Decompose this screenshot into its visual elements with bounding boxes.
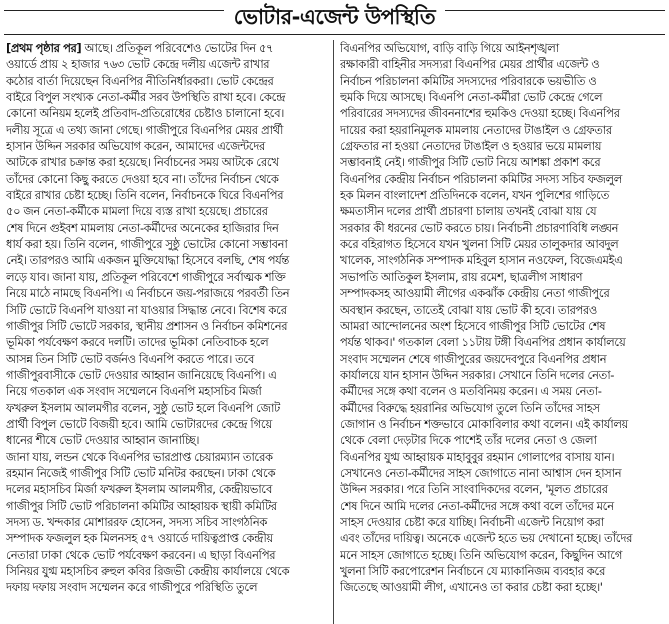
article-text: কর্মীদের সঙ্গে কথা বলেন ও মতবিনিময় করেন। এ সময় নেতা- [340,384,602,399]
article-text: সংবাদ সম্মেলন শেষে গাজীপুরের জয়দেবপুরে বিএনপির প্রধান [340,351,607,366]
article-text: হাসান উদ্দিন সরকার অভিযোগ করেন, আমাদের এজেন্টদের [6,139,265,154]
article-text-line [6,203,328,219]
article-text-line [6,220,328,236]
article-text-line [340,203,663,219]
article-text: উদ্দিন সরকার। পরে তিনি সাংবাদিকদের বলেন, 'মূলত প্রচারের [340,482,608,497]
article-text-line [6,367,328,383]
article-text-line [6,171,328,187]
article-text-line [6,579,328,595]
article-text: মনে সাহস জোগাতে হচ্ছে। তিনি অভিযোগ করেন, কিছুদিন আগে [340,547,623,562]
article-text-line [340,367,663,383]
article-text-line [6,105,328,121]
article-text: কঠোর বার্তা দিয়েছেন বিএনপির নীতিনির্ধারকরা। ভোট কেন্দ্রের [6,73,274,88]
article-text-line [340,351,663,367]
article-text-line [340,187,663,203]
article-text-line [6,285,328,301]
article-text-line [6,465,328,481]
article-text-line [6,514,328,530]
article-text: তাঁদের কোনো কিছু করতে দেওয়া হবে না। তাঁদের নির্বাচন থেকে [6,171,279,186]
article-text: সিনিয়র যুগ্ম মহাসচিব রুহুল কবির রিজভী কেন্দ্রীয় কার্যালয়ে থেকে [6,564,290,578]
article-text-line [340,383,663,399]
article-text: নেই। তারপরও আমি একজন মুক্তিযোদ্ধা হিসেবে বলছি, শেষ পর্যন্ত [6,253,289,268]
article-text: জানা যায়, লন্ডন থেকে বিএনপির ভারপ্রাপ্ত চেয়ারম্যান তারেক [6,449,273,464]
article-text: পর্যন্ত থাকব।' গতকাল বেলা ১১টায় টঙ্গী বিএনপির প্রধান কার্যালয়ে [340,335,626,350]
article-text-line [6,318,328,334]
article-text: জোগান ও নির্বাচন শক্তভাবে মোকাবিলার কথা বলেন। এই কার্যালয় [340,416,628,431]
article-text: সম্পাদক ফজলুল হক মিলনসহ ৫৭ ওয়ার্ডে দায়িত্বপ্রাপ্ত কেন্দ্রীয় [6,531,273,546]
article-text: গ্রেফতার না হওয়া নেতাদের টাঙাইল ও হওয়ার ভয়ে মামলায় [340,139,602,154]
article-text-line [6,547,328,563]
article-text-line [340,465,663,481]
article-text-line [6,236,328,252]
article-text-line [6,563,328,579]
article-text-line [340,400,663,416]
article-text: এবং তাঁদের দায়িত্ব। অনেকে এজেন্ট হতে ভয় দেখানো হচ্ছে। তাঁদের [340,531,633,546]
article-text-line [340,122,663,138]
article-text: করে বহিরাগত হিসেবে যখন খুলনা সিটি মেয়র তালুকদার আবদুল [340,237,619,252]
article-text: দলের মহাসচিব মির্জা ফখরুল ইসলাম আলমগীর, কেন্দ্রীয়ভাবে [6,482,272,497]
article-text: দায়ের করা হয়রানিমূলক মামলায় নেতাদের টাঙাইল ও গ্রেফতার [340,122,612,137]
article-text: ধার্য করা হয়। তিনি বলেন, গাজীপুরে সুষ্ঠু ভোটের কোনো সম্ভাবনা [6,237,288,252]
article-text-line [6,56,328,72]
article-text: সাহস দেওয়ার চেষ্টা করে যাচ্ছি। নির্বাচনী এজেন্ট নিয়োগ করা [340,514,604,529]
article-text-line [340,89,663,105]
article-text: ফখরুল ইসলাম আলমগীর বলেন, সুষ্ঠু ভোট হলে বিএনপি জোট [6,400,280,415]
article-text: অবস্থান করছেন, তাতেই বোঝা যায় ভোট কী হবে। তারপরও [340,302,597,317]
article-text: বাইরে বিপুল সংখ্যক নেতা-কর্মীর সরব উপস্থিতি রাখা হবে। কেন্দ্রে [6,90,286,105]
article-text: ক্ষমতাসীন দলের প্রার্থী প্রচারণা চালায় তখনই বোঝা যায় যে [340,204,597,219]
article-text: লড়ে যাব। জানা যায়, প্রতিকূল পরিবেশে গাজীপুরে সর্বাত্মক শক্তি [6,269,286,284]
article-text-line [6,449,328,465]
article-text-line [340,40,663,56]
article-text-line [340,56,663,72]
article-text-line [6,351,328,367]
headline-container [0,6,669,34]
article-text: প্রার্থী বিপুল ভোটে বিজয়ী হবে। আমি ভোটারদের কেন্দ্রে গিয়ে [6,416,272,431]
article-text-line [340,105,663,121]
article-text: রহমান নিজেই গাজীপুর সিটি ভোট মনিটর করছেন। ঢাকা থেকে [6,465,276,480]
article-text-line [340,514,663,530]
article-text-line [6,40,328,56]
article-text: বাইরে রাখার চেষ্টা হচ্ছে। তিনি বলেন, নির্বাচনকে ঘিরে বিএনপির [6,188,284,203]
article-text-line [6,73,328,89]
headline-rule-bottom [4,34,665,35]
article-text-line [340,269,663,285]
article-text-line [340,154,663,170]
article-text: ভূমিকা পর্যবেক্ষণ করবে দলটি। তাদের ভূমিকা নেতিবাচক হলে [6,335,269,350]
article-text: পরিবারের সদস্যদের জীবননাশের হুমকিও দেওয়া হচ্ছে। বিএনপির [340,106,620,121]
article-text-line [6,432,328,448]
article-text: হক মিলন বাংলাদেশ প্রতিদিনকে বলেন, যখন পুলিশের গাড়িতে [340,188,609,203]
article-text: গাজীপুরবাসীকে ভোট দেওয়ার আহ্বান জানিয়েছে বিএনপি। এ [6,367,277,382]
article-text: সরকার কী ধরনের ভোট করতে চায়। নির্বাচনী প্রচারণাবিধি লঙ্ঘন [340,220,619,235]
article-text: নিয়ে মাঠে নামছে বিএনপি। এ নির্বাচনে জয়-পরাজয়ে পরবর্তী তিন [6,286,290,301]
article-text: ৫০ জন নেতা-কর্মীকে মামলা দিয়ে ব্যস্ত রাখা হয়েছে। প্রচারের [6,204,268,219]
article-text: গাজীপুর সিটি ভোট পরিচালনা কমিটির আহ্বায়ক স্থায়ী কমিটির [6,498,277,513]
article-text: বিএনপির কেন্দ্রীয় নির্বাচন পরিচালনা কমিটির সদস্য সচিব ফজলুল [340,171,622,186]
article-text-line [6,154,328,170]
article-text: জিতেছে আওয়ামী লীগ, এখানেও তা করার চেষ্টা করা হচ্ছে।' [340,580,603,595]
article-text: বিএনপির অভিযোগ, বাড়ি বাড়ি গিয়ে আইনশৃঙ্খলা [340,41,559,55]
article-text-line [340,416,663,432]
article-text-line [6,138,328,154]
article-text: নিয়ে গতকাল এক সংবাদ সম্মেলনে বিএনপি মহাসচিব মির্জা [6,384,262,399]
article-text: সদস্য ড. খন্দকার মোশাররফ হোসেন, সদস্য সচিব সাংগঠনিক [6,514,267,529]
article-text-line [340,547,663,563]
article-text-line [6,498,328,514]
article-text-line [6,416,328,432]
continuation-marker: [প্রথম পৃষ্ঠার পর] [6,41,82,55]
article-text-line [340,432,663,448]
article-text-line [6,252,328,268]
article-text-line [6,481,328,497]
article-text: দফায় দফায় সংবাদ সম্মেলন করে গাজীপুরে পরিস্থিতি তুলে [6,580,258,595]
article-text: থেকে বেলা দেড়টার দিকে পাশেই তাঁর দলের নেতা ও জেলা [340,433,597,448]
article-text-line [340,220,663,236]
article-text-line [6,187,328,203]
article-text-line [340,334,663,350]
article-text: হুমকি দিয়ে আসছে। বিএনপি নেতা-কর্মীরা ভোট কেন্দ্রে গেলে [340,90,603,105]
article-text-line [340,318,663,334]
article-text-line [6,400,328,416]
article-text-line [340,302,663,318]
article-text: ওয়ার্ডে প্রায় ২ হাজার ৭৬৩ ভোট কেন্দ্রে দলীয় এজেন্ট রাখার [6,57,270,72]
article-text: কার্যালয়ে যান হাসান উদ্দিন সরকার। সেখানে তিনি দলের নেতা- [340,367,614,382]
article-text-line [340,498,663,514]
article-text: সম্পাদকসহ আওয়ামী লীগের একঝাঁক কেন্দ্রীয় নেতা গাজীপুরে [340,286,610,301]
article-text: শেষ দিনে আমি দলের নেতা-কর্মীদের সঙ্গে কথা বলে তাঁদের মনে [340,498,614,513]
article-text: বিএনপির যুগ্ম আহ্বায়ক মাহাবুবুর রহমান গোলাপের বাসায় যান। [340,449,615,464]
article-text-line [340,171,663,187]
article-text: আমরা আন্দোলনের অংশ হিসেবে গাজীপুর সিটি ভোটের শেষ [340,318,606,333]
article-text: খালেক, সাংগঠনিক সম্পাদক মহিবুল হাসান নওফেল, বিজেএমইএ [340,253,623,268]
article-text: সিটি ভোটে বিএনপি যাওয়া না যাওয়ার সিদ্ধান্ত নেবে। বিশেষ করে [6,302,287,317]
column-divider [333,40,334,624]
article-text: নেতারা ঢাকা থেকে ভোট পর্যবেক্ষণ করবেন। এ ছাড়া বিএনপির [6,547,276,562]
article-text: সেখানেও নেতা-কর্মীদের সাহস জোগাতে নানা আশ্বাস দেন হাসান [340,465,622,480]
article-text-line [6,122,328,138]
article-text-line [340,285,663,301]
article-text: আটকে রাখার চক্রান্ত করা হয়েছে। নির্বাচনের সময় আটকে রেখে [6,155,279,170]
article-text: সম্ভাবনাই নেই। গাজীপুর সিটি ভোট নিয়ে আশঙ্কা প্রকাশ করে [340,155,601,170]
article-text-line [340,236,663,252]
article-text-line [340,138,663,154]
article-text: আছে। প্রতিকূল পরিবেশেও ভোটের দিন ৫৭ [84,41,274,55]
article-text-line [340,252,663,268]
left-text-column [6,40,328,624]
article-text: ধানের শীষে ভোট দেওয়ার আহ্বান জানাচ্ছি। [6,433,200,448]
article-text: দলীয় সূত্রে এ তথ্য জানা গেছে। গাজীপুরে বিএনপির মেয়র প্রার্থী [6,122,284,137]
article-text-line [6,334,328,350]
article-text-line [340,530,663,546]
article-text-line [6,89,328,105]
article-text: রক্ষাকারী বাহিনীর সদস্যরা বিএনপির মেয়র প্রার্থীর এজেন্ট ও [340,57,600,72]
article-text-line [340,579,663,595]
article-headline: ভোটার-এজেন্ট উপস্থিতি [224,4,445,30]
article-text-line [340,449,663,465]
article-text: খুলনা সিটি করপোরেশন নির্বাচনে যে ম্যাকানিজম ব্যবহার করে [340,564,606,578]
article-text: আসন্ন তিন সিটি ভোট বর্জনও বিএনপি করতে পারে। তবে [6,351,255,366]
article-text-line [6,530,328,546]
article-text-line [6,383,328,399]
article-text-line [340,73,663,89]
article-text: নির্বাচন পরিচালনা কমিটির সদস্যদের পরিবারকে ভয়ভীতি ও [340,73,597,88]
article-text-line [6,302,328,318]
article-text-line [340,481,663,497]
article-text: কোনো অনিয়ম হলেই প্রতিবাদ-প্রতিরোধের চেষ্টাও চালানো হবে। [6,106,284,121]
article-text: কর্মীদের বিরুদ্ধে হয়রানির অভিযোগ তুলে তিনি তাঁদের সাহস [340,400,600,415]
right-text-column [340,40,663,624]
article-text: গাজীপুর সিটি ভোটে সরকার, স্থানীয় প্রশাসন ও নির্বাচন কমিশনের [6,318,288,333]
article-text-line [6,269,328,285]
article-text: সভাপতি আতিকুল ইসলাম, রায় রমেশ, ছাত্রলীগ সাধারণ [340,269,583,284]
article-text: শেষ দিনে গুইবশ মামলায় নেতা-কর্মীদের অনেকের হাজিরার দিন [6,220,279,235]
article-text-line [340,563,663,579]
